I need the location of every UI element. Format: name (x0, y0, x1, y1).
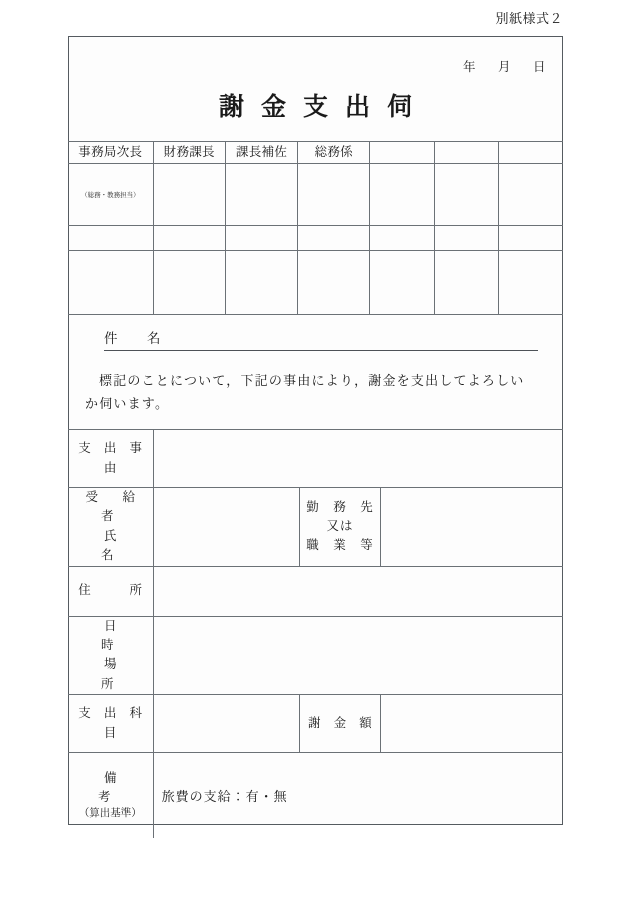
label-payee-name-line2: 氏 名 (101, 528, 179, 563)
label-remarks-main: 備 考 (98, 770, 203, 804)
approval-stamp-cell-zaimu-kacho[interactable] (153, 164, 225, 226)
page-title: 謝金支出伺 (218, 94, 429, 121)
subject-block (69, 327, 562, 416)
form-frame (68, 36, 563, 825)
table-row (68, 695, 563, 753)
approval-header-zaimu-kacho: 財務課長 (153, 142, 225, 164)
value-remarks[interactable] (153, 753, 563, 838)
table-row (68, 566, 563, 616)
approval-header-kacho-hosa: 課長補佐 (225, 142, 297, 164)
approval-header-blank-1 (370, 142, 434, 164)
table-row (68, 142, 563, 164)
subject-label: 件 名 (104, 331, 169, 346)
label-workplace-line3: 職 業 等 (306, 538, 374, 553)
approval-lower-cell-7[interactable] (499, 251, 563, 315)
approval-lower-cell-3[interactable] (225, 251, 297, 315)
approval-header-blank-2 (434, 142, 498, 164)
approval-stamp-cell-blank-1[interactable] (370, 164, 434, 226)
label-honorarium-amount: 謝 金 額 (300, 695, 381, 753)
value-payee-name[interactable] (153, 488, 300, 567)
approval-stamp-cell-blank-3[interactable] (499, 164, 563, 226)
date-year-label: 年 (462, 60, 476, 74)
label-workplace-line1: 勤 務 先 (306, 499, 374, 514)
label-payee-name (68, 488, 179, 567)
label-remarks-sub: （算出基準） (78, 808, 142, 820)
value-address[interactable] (153, 566, 563, 616)
date-line (463, 57, 546, 75)
approval-header-somu-kakari: 総務係 (298, 142, 370, 164)
table-row (68, 430, 563, 488)
label-workplace-line2: 又は (326, 519, 354, 534)
subject-body-text: 標記のことについて，下記の事由により，謝金を支出してよろしいか伺います。 (85, 373, 525, 411)
travel-expense-note: 旅費の支給：有・無 (161, 788, 288, 804)
label-address: 住 所 (68, 566, 153, 616)
label-payee-name-line1: 受 給 者 (85, 490, 160, 524)
label-remarks (68, 753, 203, 838)
approval-stamp-cell-blank-2[interactable] (434, 164, 498, 226)
approval-note-cell-6[interactable] (434, 226, 498, 251)
approval-note-cell-1[interactable] (68, 226, 153, 251)
approval-stamp-cell-jimukyoku-jicho[interactable] (68, 164, 153, 226)
table-row (68, 164, 563, 226)
approval-note-cell-4[interactable] (298, 226, 370, 251)
approval-lower-cell-2[interactable] (153, 251, 225, 315)
approval-subheader: （総務・教務担当） (81, 192, 140, 199)
value-honorarium-amount[interactable] (380, 695, 563, 753)
label-datetime-place-line2: 場 所 (101, 657, 179, 691)
approval-note-cell-7[interactable] (499, 226, 563, 251)
value-account-item[interactable] (153, 695, 300, 753)
approval-lower-cell-4[interactable] (298, 251, 370, 315)
date-day-label: 日 (532, 60, 546, 74)
table-row (68, 488, 563, 567)
table-row (68, 753, 563, 838)
approval-header-jimukyoku-jicho: 事務局次長 (68, 142, 153, 164)
approval-lower-cell-1[interactable] (68, 251, 153, 315)
label-account-item: 支 出 科 目 (68, 695, 153, 753)
approval-header-blank-3 (499, 142, 563, 164)
table-row (68, 251, 563, 315)
label-datetime-place (68, 616, 179, 695)
value-workplace[interactable] (380, 488, 563, 567)
approval-lower-cell-5[interactable] (370, 251, 434, 315)
approval-note-cell-3[interactable] (225, 226, 297, 251)
approval-table (68, 141, 563, 315)
table-row (68, 226, 563, 251)
subject-field-row[interactable] (104, 327, 538, 351)
approval-stamp-cell-somu-kakari[interactable] (298, 164, 370, 226)
approval-note-cell-2[interactable] (153, 226, 225, 251)
date-month-label: 月 (497, 60, 511, 74)
label-datetime-place-line1: 日 時 (101, 618, 179, 652)
value-expense-reason[interactable] (153, 430, 563, 488)
approval-note-cell-5[interactable] (370, 226, 434, 251)
approval-stamp-cell-kacho-hosa[interactable] (225, 164, 297, 226)
label-expense-reason: 支 出 事 由 (68, 430, 153, 488)
sheet-label: 別紙様式２ (495, 11, 563, 26)
details-table (68, 429, 563, 838)
value-datetime-place[interactable] (153, 616, 563, 695)
table-row (68, 616, 563, 695)
label-workplace (300, 488, 381, 567)
approval-lower-cell-6[interactable] (434, 251, 498, 315)
